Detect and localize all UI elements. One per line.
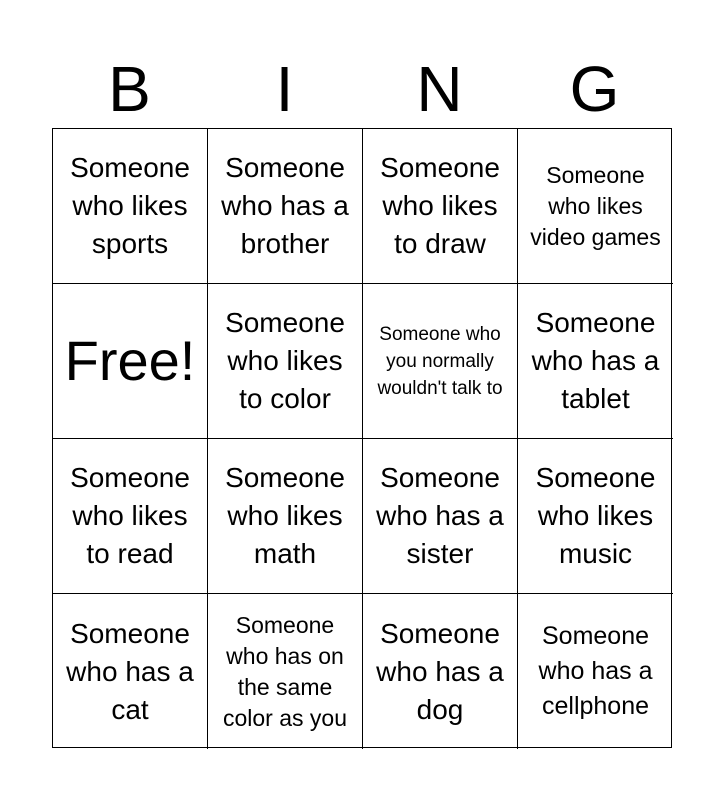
cell-text: Someone who has on the same color as you [222,611,347,731]
bingo-cell[interactable] [363,594,518,749]
cell-text: Someone who likes to draw [380,152,500,259]
bingo-cell[interactable] [363,129,518,284]
cell-text: Someone who has a tablet [531,307,660,414]
bingo-cell[interactable] [363,439,518,594]
free-space-text: Free! [64,329,196,392]
bingo-cell[interactable] [518,439,673,594]
bingo-cell[interactable] [518,594,673,749]
cell-text: Someone who has a cellphone [538,622,653,720]
bingo-cell[interactable] [208,594,363,749]
header-letter-i: I [275,53,294,125]
cell-text: Someone who has a dog [376,617,504,725]
bingo-cell[interactable] [53,594,208,749]
bingo-cell[interactable] [53,129,208,284]
bingo-cell[interactable] [518,284,673,439]
bingo-cell-free[interactable] [53,284,208,439]
bingo-cell[interactable] [208,129,363,284]
bingo-cell[interactable] [363,284,518,439]
cell-text: Someone who likes music [535,462,656,569]
bingo-cell[interactable] [208,439,363,594]
cell-text: Someone who likes video games [530,161,661,250]
bingo-header [52,52,672,126]
header-letter-b: B [108,53,151,125]
cell-text: Someone who likes to read [70,462,190,569]
header-letter-n: N [416,53,463,125]
bingo-board [52,128,672,748]
bingo-cell[interactable] [518,129,673,284]
cell-text: Someone who likes math [225,462,345,569]
cell-text: Someone who has a cat [66,617,194,725]
cell-text: Someone who has a sister [376,462,504,569]
header-letter-g: G [569,53,620,125]
cell-text: Someone who has a brother [221,152,349,259]
cell-text: Someone who you normally wouldn't talk to [377,323,503,399]
cell-text: Someone who likes sports [70,152,190,259]
bingo-cell[interactable] [208,284,363,439]
bingo-cell[interactable] [53,439,208,594]
cell-text: Someone who likes to color [225,307,345,414]
